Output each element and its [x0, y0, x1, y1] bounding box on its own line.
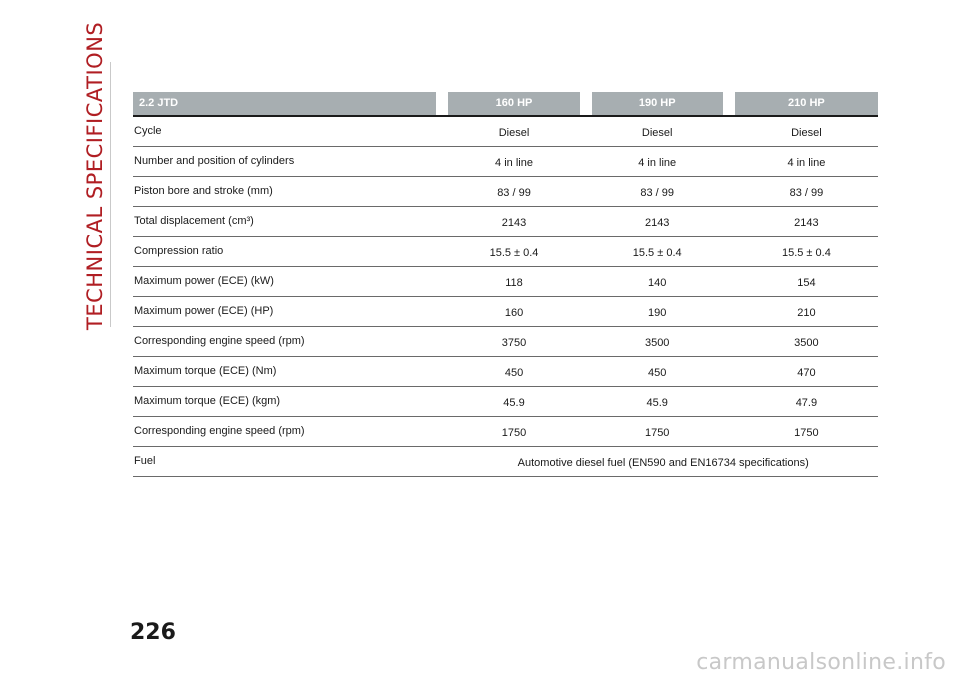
row-value: 470	[735, 357, 878, 387]
table-row	[133, 357, 878, 387]
table-row	[133, 417, 878, 447]
row-value: 15.5 ± 0.4	[592, 237, 735, 267]
row-value: Diesel	[735, 116, 878, 147]
table-row	[133, 237, 878, 267]
row-value: 1750	[448, 417, 591, 447]
section-title: TECHNICAL SPECIFICATIONS	[83, 21, 107, 330]
row-value: 450	[592, 357, 735, 387]
table-row	[133, 177, 878, 207]
table-header-row	[133, 92, 878, 116]
row-label: Maximum power (ECE) (kW)	[133, 267, 448, 297]
row-value: 83 / 99	[735, 177, 878, 207]
row-label: Piston bore and stroke (mm)	[133, 177, 448, 207]
row-value: 47.9	[735, 387, 878, 417]
row-value: Diesel	[592, 116, 735, 147]
row-value: 118	[448, 267, 591, 297]
row-value: 15.5 ± 0.4	[448, 237, 591, 267]
row-value: 4 in line	[448, 147, 591, 177]
row-value: 83 / 99	[592, 177, 735, 207]
row-value: 2143	[448, 207, 591, 237]
table-row-fuel	[133, 447, 878, 477]
row-value: 3750	[448, 327, 591, 357]
table-row	[133, 297, 878, 327]
row-value: 4 in line	[592, 147, 735, 177]
page-number: 226	[130, 620, 176, 645]
header-engine-label: 2.2 JTD	[133, 92, 436, 115]
table-row	[133, 327, 878, 357]
row-value: 83 / 99	[448, 177, 591, 207]
row-label: Number and position of cylinders	[133, 147, 448, 177]
row-value: 15.5 ± 0.4	[735, 237, 878, 267]
row-value: 190	[592, 297, 735, 327]
section-divider	[110, 62, 111, 327]
header-210hp	[735, 92, 878, 116]
header-160hp-label: 160 HP	[448, 92, 579, 115]
table-row	[133, 147, 878, 177]
row-label: Total displacement (cm³)	[133, 207, 448, 237]
table-body	[133, 116, 878, 477]
row-value: 140	[592, 267, 735, 297]
header-160hp	[448, 92, 591, 116]
table-row	[133, 207, 878, 237]
row-value: 2143	[735, 207, 878, 237]
header-engine	[133, 92, 448, 116]
row-value: 3500	[592, 327, 735, 357]
row-value: 1750	[592, 417, 735, 447]
row-value: 4 in line	[735, 147, 878, 177]
table-row	[133, 116, 878, 147]
row-label: Compression ratio	[133, 237, 448, 267]
watermark: carmanualsonline.info	[696, 650, 946, 675]
fuel-value: Automotive diesel fuel (EN590 and EN16734 specifications)	[448, 447, 878, 477]
header-210hp-label: 210 HP	[735, 92, 878, 115]
row-label: Cycle	[133, 116, 448, 147]
row-value: 160	[448, 297, 591, 327]
table-row	[133, 267, 878, 297]
row-label: Maximum power (ECE) (HP)	[133, 297, 448, 327]
row-value: Diesel	[448, 116, 591, 147]
row-label: Fuel	[133, 447, 448, 477]
spec-table	[133, 92, 878, 477]
row-label: Maximum torque (ECE) (kgm)	[133, 387, 448, 417]
row-value: 3500	[735, 327, 878, 357]
row-value: 450	[448, 357, 591, 387]
row-value: 2143	[592, 207, 735, 237]
table-row	[133, 387, 878, 417]
row-value: 1750	[735, 417, 878, 447]
row-label: Maximum torque (ECE) (Nm)	[133, 357, 448, 387]
row-label: Corresponding engine speed (rpm)	[133, 327, 448, 357]
row-value: 154	[735, 267, 878, 297]
row-value: 45.9	[448, 387, 591, 417]
row-value: 45.9	[592, 387, 735, 417]
header-190hp	[592, 92, 735, 116]
row-value: 210	[735, 297, 878, 327]
row-label: Corresponding engine speed (rpm)	[133, 417, 448, 447]
header-190hp-label: 190 HP	[592, 92, 723, 115]
